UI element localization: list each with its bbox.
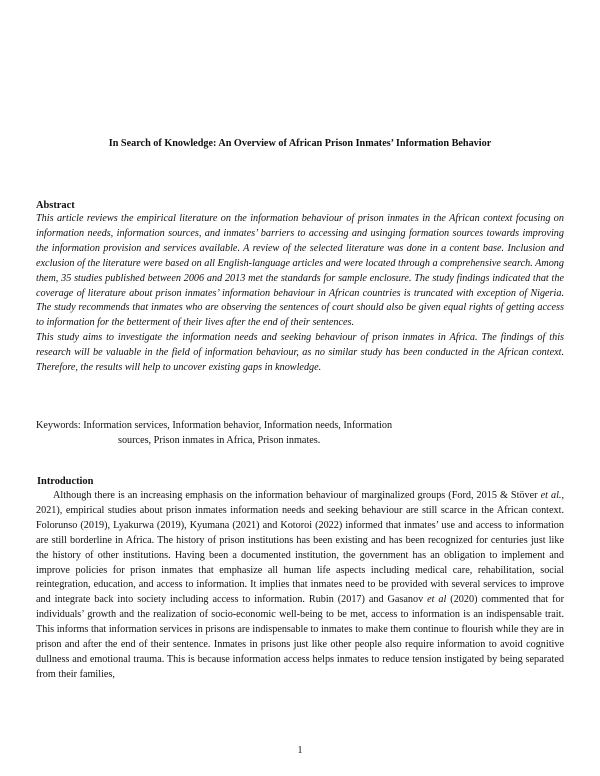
intro-etal-2: et al <box>427 594 447 606</box>
page-number: 1 <box>297 745 303 756</box>
introduction-body <box>36 489 564 683</box>
intro-text-c: (2020) commented that for individuals’ growth and the realization of socio-economic well-being to be met, access to information is an indispensable trait. This informs that information services in prisons are indispensable to inmates to make them continue to flourish while they are in prison and after the end of their sentence. Inmates in prisons just like other people also require information to avoid cognitive dullness and emotional trauma. This is because information access helps inmates to reduce tension instigated by being separated from their families, <box>36 594 564 680</box>
intro-text-b: 2021), empirical studies about prison inmates information needs and seeking behaviour are still scarce in the African context. Folorunso (2019), Lyakurwa (2019), Kyumana (2021) and Kotoroi (2022) informed that inmates’ use and access to information are still borderline in Africa. The history of prison institutions has been existing and has been recognized for centuries just like the history of other institutions. Having been a documented institution, the government has an obligation to implement and improve policies for prison inmates that emphasize all human life aspects including medical care, rehabilitation, social reintegration, education, and access to information. It implies that inmates need to be provided with several services to improve and integrate back into society including access to information. Rubin (2017) and Gasanov <box>36 504 564 606</box>
introduction-heading: Introduction <box>37 476 94 487</box>
paper-title: In Search of Knowledge: An Overview of African Prison Inmates’ Information Behavior <box>108 138 492 149</box>
abstract-paragraph-1: This article reviews the empirical literature on the information behaviour of prison inmates in the African context focusing on information needs, information sources, and inmates’ barriers to accessing and usinging formation sources towards improving the information provision and services available. A review of the selected literature was done in a content base. Inclusion and exclusion of the literature were based on all English-language articles and were located through a comprehensive search. Among them, 35 studies published between 2006 and 2013 met the standards for sample enclosure. The study findings indicated that the coverage of literature about prison inmates’ information behaviour in African countries is truncated with exception of Nigeria. The study recommends that inmates who are observing the sentences of court should also be given equal rights of getting access to information for the betterment of their lives after the end of their sentences. <box>36 213 564 329</box>
keywords-line-2: sources, Prison inmates in Africa, Prison inmates. <box>118 435 321 446</box>
abstract-heading: Abstract <box>36 200 75 211</box>
intro-text-a: Although there is an increasing emphasis on the information behaviour of marginalized groups (Ford, 2015 & Stöver <box>53 490 541 501</box>
introduction-paragraph-1 <box>36 489 564 683</box>
intro-etal-1: et al., <box>540 490 564 501</box>
keywords <box>36 418 564 448</box>
abstract-paragraph-2: This study aims to investigate the information needs and seeking behaviour of prison inmates in Africa. The findings of this research will be valuable in the field of information behaviour, as no similar study has been conducted in the African context. Therefore, the results will help to uncover existing gaps in knowledge. <box>36 332 564 374</box>
abstract-body <box>36 212 564 376</box>
keywords-line-1: Keywords: Information services, Information behavior, Information needs, Information <box>36 420 393 431</box>
